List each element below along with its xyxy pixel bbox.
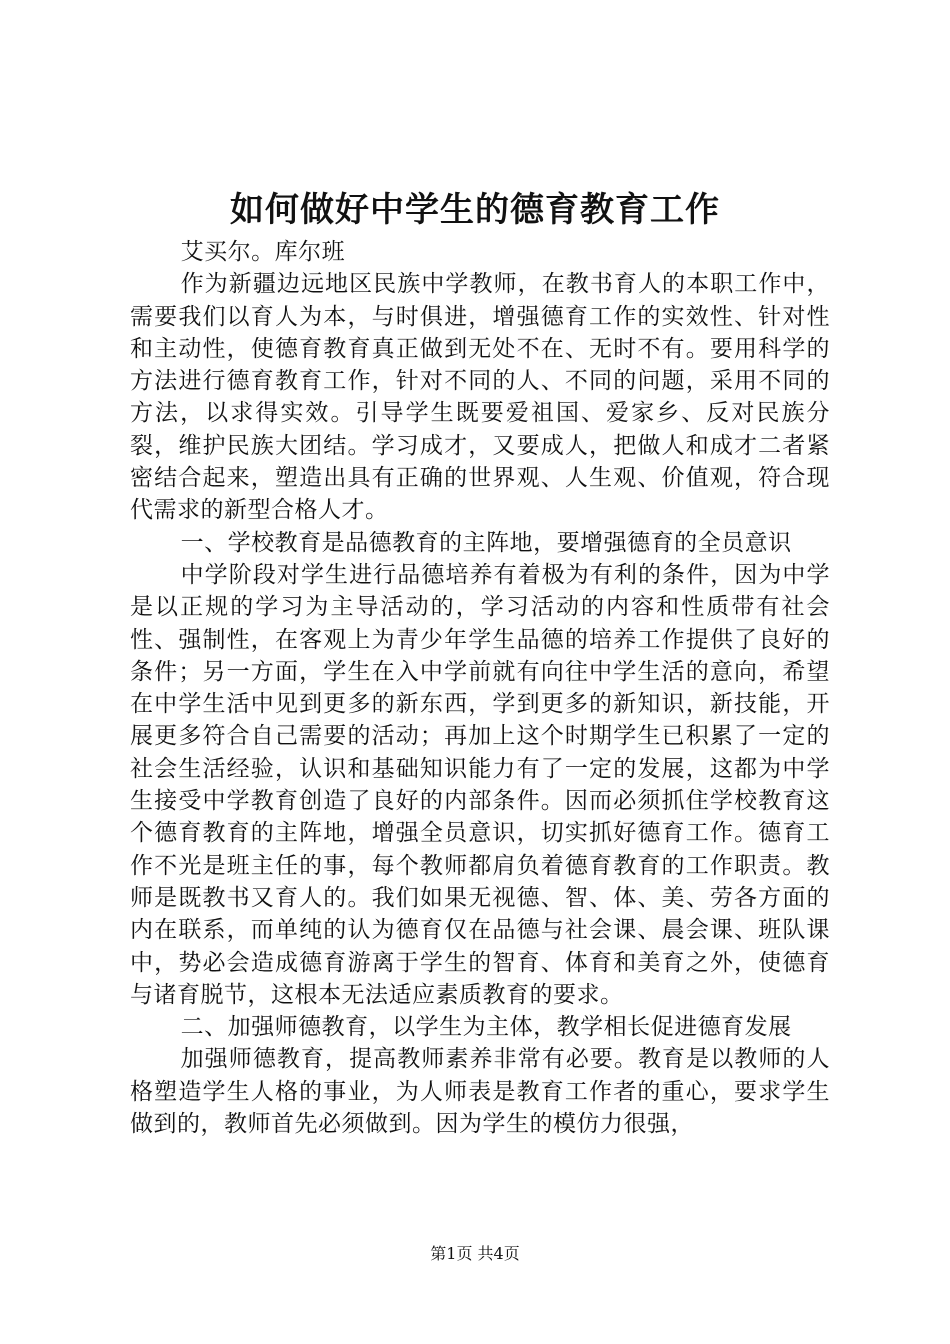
author-line: 艾买尔。库尔班 [180,239,346,265]
section-heading-1: 一、学校教育是品德教育的主阵地，要增强德育的全员意识 [180,529,792,556]
section-heading-2: 二、加强师德教育，以学生为主体，教学相长促进德育发展 [180,1014,792,1041]
paragraph-section-2: 加强师德教育，提高教师素养非常有必要。教育是以教师的人格塑造学生人格的事业，为人师表是教育工作者的重心，要求学生做到的，教师首先必须做到。因为学生的模仿力很强， [130,1046,830,1138]
paragraph-section-1: 中学阶段对学生进行品德培养有着极为有利的条件，因为中学是以正规的学习为主导活动的，学习活动的内容和性质带有社会性、强制性，在客观上为青少年学生品德的培养工作提供了良好的条件；另一方面，学生在入中学前就有向往中学生活的意向，希望在中学生活中见到更多的新东西，学到更多的新知识，新技能，开展更多符合自己需要的活动；再加上这个时期学生已积累了一定的社会生活经验，认识和基础知识能力有了一定的发展，这都为中学生接受中学教育创造了良好的内部条件。因而必须抓住学校教育这个德育教育的主阵地，增强全员意识，切实抓好德育工作。德育工作不光是班主任的事，每个教师都肩负着德育教育的工作职责。教师是既教书又育人的。我们如果无视德、智、体、美、劳各方面的内在联系，而单纯的认为德育仅在品德与社会课、晨会课、班队课中，势必会造成德育游离于学生的智育、体育和美育之外，使德育与诸育脱节，这根本无法适应素质教育的要求。 [130,561,830,1008]
paragraph-intro: 作为新疆边远地区民族中学教师，在教书育人的本职工作中，需要我们以育人为本，与时俱进，增强德育工作的实效性、针对性和主动性，使德育教育真正做到无处不在、无时不有。要用科学的方法进行德育教育工作，针对不同的人、不同的问题，采用不同的方法，以求得实效。引导学生既要爱祖国、爱家乡、反对民族分裂，维护民族大团结。学习成才，又要成人，把做人和成才二者紧密结合起来，塑造出具有正确的世界观、人生观、价值观，符合现代需求的新型合格人才。 [130,271,830,524]
document-body [130,236,830,1140]
document-title: 如何做好中学生的德育教育工作 [230,190,720,230]
page-number-footer: 第1页 共4页 [430,1244,520,1263]
